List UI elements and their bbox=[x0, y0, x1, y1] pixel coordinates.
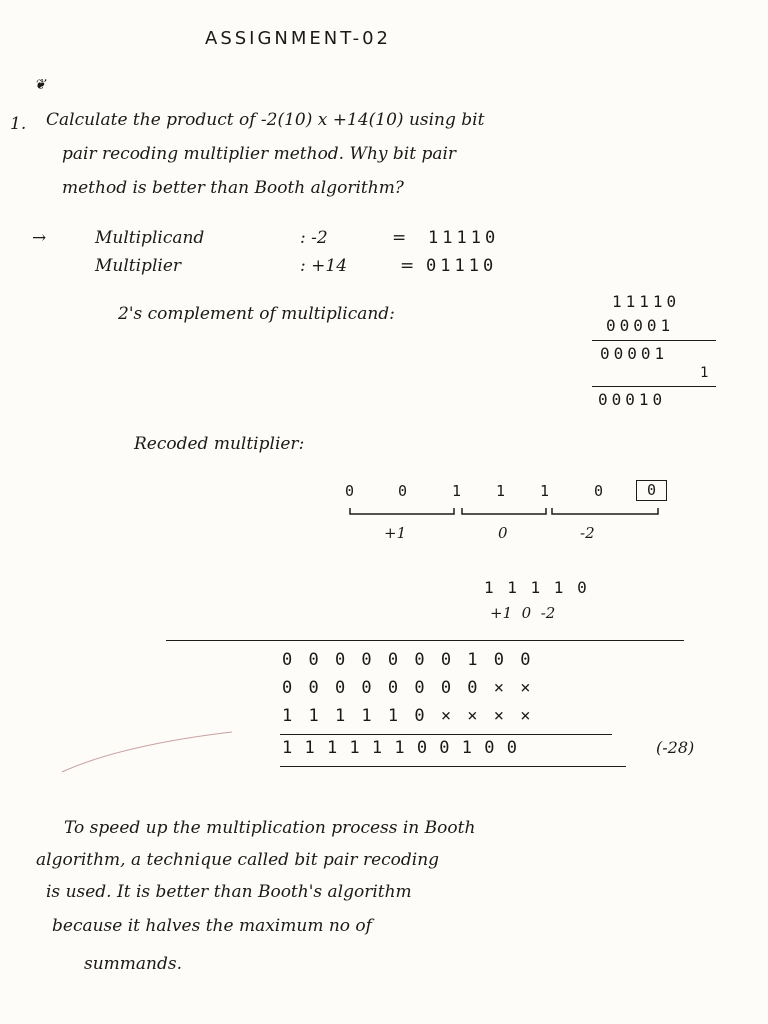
multiplicand-label: Multiplicand bbox=[95, 228, 205, 248]
arrow-icon: → bbox=[32, 228, 47, 248]
twos-comp-carry: 1 bbox=[700, 365, 709, 381]
recoded-bit: 1 bbox=[540, 482, 550, 500]
explanation-line-3: is used. It is better than Booth's algorithm bbox=[46, 882, 412, 902]
multiplier-eq: = bbox=[400, 256, 415, 276]
margin-mark: ❦ bbox=[34, 77, 46, 93]
recoded-bit: 1 bbox=[452, 482, 462, 500]
multiplicand-bits: 11110 bbox=[428, 228, 500, 248]
explanation-line-5: summands. bbox=[84, 954, 183, 974]
multiplier-bits: 01110 bbox=[426, 256, 498, 276]
recoded-bit: 0 bbox=[594, 482, 604, 500]
recoded-label: Recoded multiplier: bbox=[134, 434, 305, 454]
explanation-line-4: because it halves the maximum no of bbox=[52, 916, 372, 936]
twos-complement-label: 2's complement of multiplicand: bbox=[118, 304, 395, 324]
explanation-line-2: algorithm, a technique called bit pair recoding bbox=[36, 850, 440, 870]
final-product-decimal: (-28) bbox=[656, 738, 695, 757]
recoded-bit: 0 bbox=[398, 482, 408, 500]
recoded-bit: 0 bbox=[345, 482, 355, 500]
twos-comp-result: 00010 bbox=[598, 390, 667, 409]
multiplication-factor: +1 0 -2 bbox=[490, 604, 556, 622]
question-line-2: pair recoding multiplier method. Why bit pair bbox=[62, 144, 457, 164]
multiplicand-eq: = bbox=[392, 228, 407, 248]
question-line-1: Calculate the product of -2(10) x +14(10) using bit bbox=[46, 110, 485, 130]
explanation-line-1: To speed up the multiplication process in Booth bbox=[64, 818, 476, 838]
partial-product-3: 1 1 1 1 1 0 × × × × bbox=[282, 706, 534, 726]
twos-comp-row-1: 11110 bbox=[612, 292, 681, 311]
question-number: 1. bbox=[10, 114, 27, 134]
multiplication-divider bbox=[166, 640, 684, 641]
recoded-group-1: +1 bbox=[384, 524, 407, 542]
multiplication-top: 1 1 1 1 0 bbox=[484, 578, 589, 597]
page-title: ASSIGNMENT-02 bbox=[205, 28, 391, 49]
multiplicand-value: : -2 bbox=[300, 228, 328, 248]
sum-divider bbox=[280, 734, 612, 735]
recoded-bit-boxed: 0 bbox=[636, 480, 667, 501]
partial-product-2: 0 0 0 0 0 0 0 0 × × bbox=[282, 678, 534, 698]
multiplier-value: : +14 bbox=[300, 256, 348, 276]
multiplier-label: Multiplier bbox=[95, 256, 182, 276]
question-line-3: method is better than Booth algorithm? bbox=[62, 178, 404, 198]
final-product: 1 1 1 1 1 1 0 0 1 0 0 bbox=[282, 738, 518, 758]
recoded-bit: 1 bbox=[496, 482, 506, 500]
recoded-group-3: -2 bbox=[580, 524, 595, 542]
recoded-group-2: 0 bbox=[498, 524, 508, 542]
partial-product-1: 0 0 0 0 0 0 0 1 0 0 bbox=[282, 650, 534, 670]
twos-comp-row-3: 00001 bbox=[600, 344, 669, 363]
twos-comp-row-2: 00001 bbox=[606, 316, 675, 335]
result-underline bbox=[280, 766, 626, 767]
